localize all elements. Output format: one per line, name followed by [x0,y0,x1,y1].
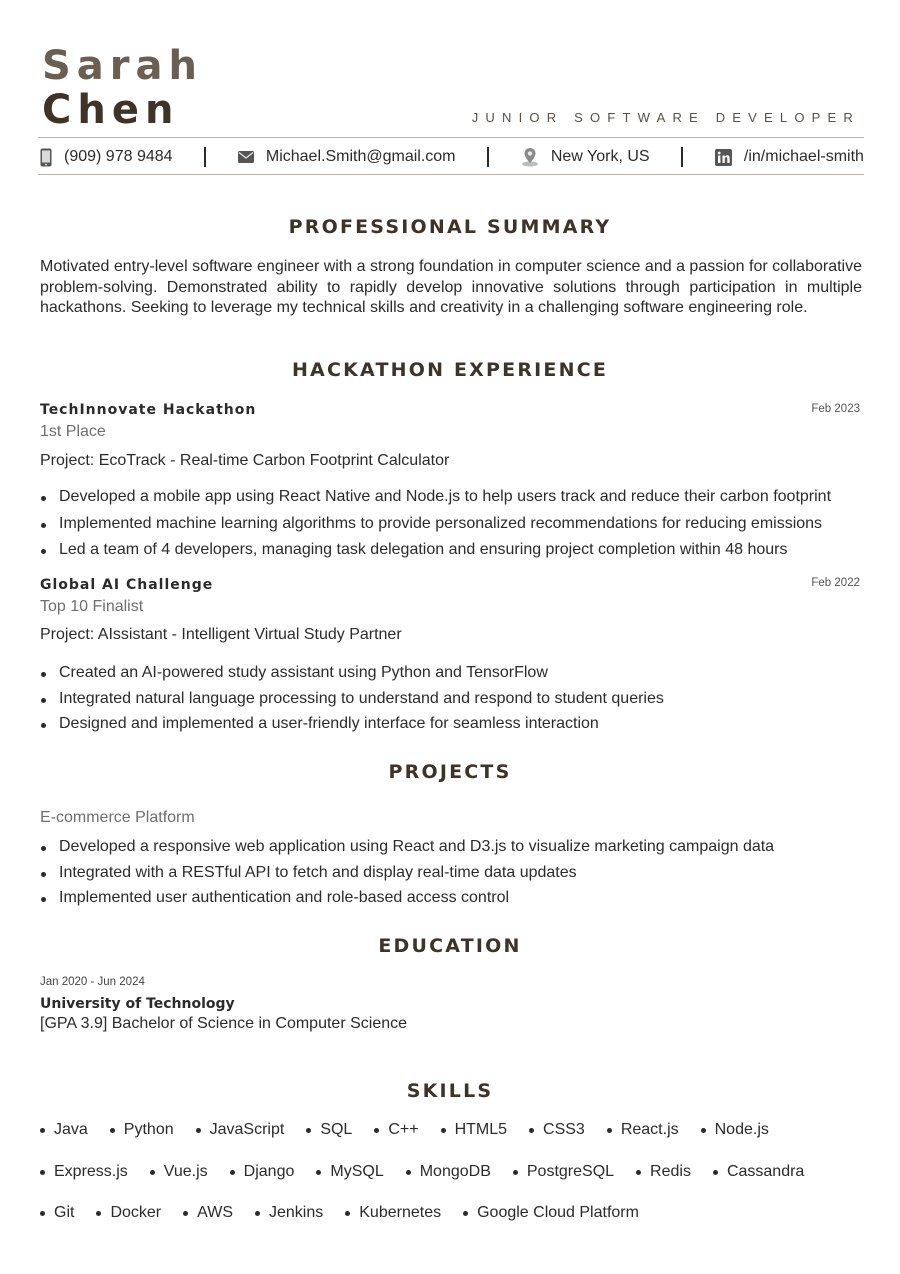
project-name: E-commerce Platform [40,809,195,826]
skills-heading: SKILLS [406,1080,494,1102]
email-text: Michael.Smith@gmail.com [265,148,456,165]
first-name: Sarah [42,43,203,89]
contact-location [521,147,650,167]
hackathon-project: Project: AIssistant - Intelligent Virtual Study Partner [40,626,402,643]
skill-item: SQL [306,1121,352,1139]
skill-item: Java [40,1121,88,1139]
contact-separator [487,147,489,167]
education-dates: Jan 2020 - Jun 2024 [40,976,145,988]
hackathon-title: TechInnovate Hackathon [40,402,257,418]
contact-linkedin [715,148,864,166]
skill-item: Redis [636,1163,691,1181]
list-item: Designed and implemented a user-friendly interface for seamless interaction [40,715,880,741]
skill-item: React.js [607,1121,679,1139]
mail-icon [238,151,254,163]
skill-item: Cassandra [713,1163,804,1181]
last-name: Chen [42,87,180,133]
education-school: University of Technology [40,996,235,1012]
hackathon-heading: HACKATHON EXPERIENCE [291,359,609,381]
skill-item: Vue.js [150,1163,208,1181]
list-item: Integrated natural language processing to understand and respond to student queries [40,690,880,716]
hackathon-date: Feb 2023 [811,403,860,415]
skill-item: Kubernetes [345,1204,441,1222]
hackathon-award: Top 10 Finalist [40,598,144,615]
job-title: JUNIOR SOFTWARE DEVELOPER [471,110,860,125]
contact-separator [681,147,683,167]
hackathon-project: Project: EcoTrack - Real-time Carbon Footprint Calculator [40,452,450,469]
skill-item: CSS3 [529,1121,585,1139]
hackathon-award: 1st Place [40,423,106,440]
linkedin-text: /in/michael-smith [743,148,864,165]
header-top-rule [38,137,864,138]
skill-item: HTML5 [441,1121,507,1139]
skill-item: MongoDB [406,1163,491,1181]
education-degree: [GPA 3.9] Bachelor of Science in Computer Science [40,1015,408,1032]
linkedin-icon [715,149,732,166]
skill-item: Node.js [701,1121,769,1139]
contact-separator [204,147,206,167]
list-item: Led a team of 4 developers, managing task delegation and ensuring project completion within 48 hours [40,541,880,568]
skill-item: Python [110,1121,174,1139]
skill-item: AWS [183,1204,233,1222]
contact-email [238,148,456,166]
education-heading: EDUCATION [378,935,522,957]
skill-item: Google Cloud Platform [463,1204,639,1222]
skills-row [40,1204,661,1222]
skills-row [40,1163,826,1181]
hackathon-bullet-list [40,488,880,568]
list-item: Implemented user authentication and role-based access control [40,889,880,915]
list-item: Integrated with a RESTful API to fetch and display real-time data updates [40,864,880,890]
contact-bar [40,146,864,168]
skill-item: C++ [374,1121,418,1139]
skill-item: MySQL [316,1163,383,1181]
skill-item: Jenkins [255,1204,323,1222]
list-item: Implemented machine learning algorithms to provide personalized recommendations for reducing emissions [40,515,880,542]
hackathon-date: Feb 2022 [811,577,860,589]
skill-item: Express.js [40,1163,128,1181]
project-bullet-list [40,838,880,915]
hackathon-bullet-list [40,664,880,741]
header-bottom-rule [38,174,864,175]
list-item: Created an AI-powered study assistant using Python and TensorFlow [40,664,880,690]
skills-row [40,1121,791,1139]
contact-phone [40,148,173,167]
hackathon-title: Global AI Challenge [40,577,214,593]
skill-item: Git [40,1204,74,1222]
phone-text: (909) 978 9484 [64,148,173,165]
skill-item: Django [230,1163,295,1181]
summary-text: Motivated entry-level software engineer with a strong foundation in computer science and a passion for collaborative problem-solving. Demonstrated ability to rapidly develop innovative solutions through participation in multiple hackathons. Seeking to leverage my technical skills and creativity in a challenging software engineering role. [40,258,862,316]
list-item: Developed a mobile app using React Native and Node.js to help users track and reduce their carbon footprint [40,488,880,515]
skill-item: Docker [96,1204,161,1222]
projects-heading: PROJECTS [388,761,512,783]
location-text: New York, US [550,148,650,165]
skill-item: JavaScript [196,1121,285,1139]
list-item: Developed a responsive web application using React and D3.js to visualize marketing campaign data [40,838,880,864]
skill-item: PostgreSQL [513,1163,614,1181]
location-pin-icon [521,147,539,167]
phone-icon [40,148,52,167]
summary-heading: PROFESSIONAL SUMMARY [288,216,612,238]
